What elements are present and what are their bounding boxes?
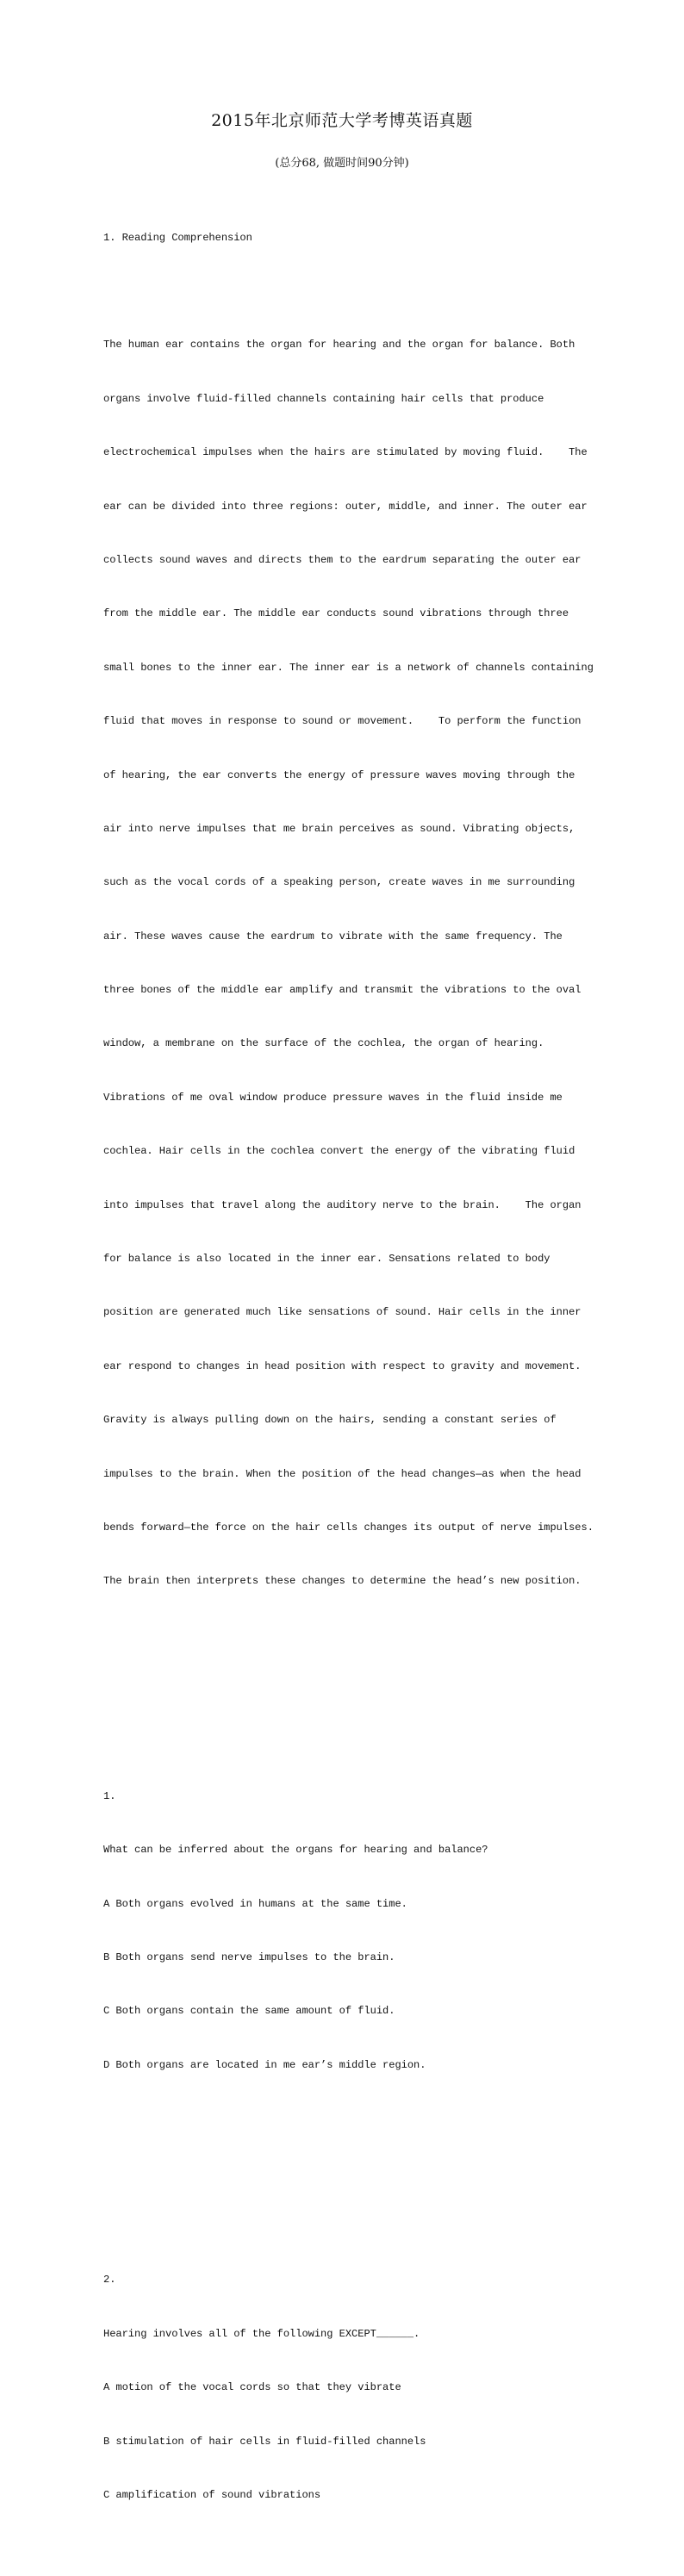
passage-line: ear respond to changes in head position with respect to gravity and movement. xyxy=(103,1360,581,1372)
passage-line: window, a membrane on the surface of the cochlea, the organ of hearing. xyxy=(103,1037,544,1050)
passage-line: air. These waves cause the eardrum to vibrate with the same frequency. The xyxy=(103,930,563,943)
passage-line: position are generated much like sensations of sound. Hair cells in the inner xyxy=(103,1306,581,1319)
passage-line: The human ear contains the organ for hearing and the organ for balance. Both xyxy=(103,339,575,352)
passage-line: impulses to the brain. When the position of the head changes—as when the head xyxy=(103,1467,581,1480)
passage-line: fluid that moves in response to sound or movement. To perform the function xyxy=(103,715,581,728)
passage-line: ear can be divided into three regions: outer, middle, and inner. The outer ear xyxy=(103,500,588,513)
passage-line: electrochemical impulses when the hairs are stimulated by moving fluid. The xyxy=(103,446,588,459)
answer-option-a: A Both organs evolved in humans at the same time. xyxy=(103,1897,407,1910)
answer-option-c: C Both organs contain the same amount of fluid. xyxy=(103,2005,395,2018)
passage-line: three bones of the middle ear amplify and transmit the vibrations to the oval xyxy=(103,984,581,997)
passage-line: bends forward—the force on the hair cells changes its output of nerve impulses. xyxy=(103,1521,594,1534)
passage-line: air into nerve impulses that me brain perceives as sound. Vibrating objects, xyxy=(103,822,575,835)
answer-option-b: B stimulation of hair cells in fluid-filled channels xyxy=(103,2435,426,2448)
spacer xyxy=(103,2164,594,2182)
page-title: 2015年北京师范大学考博英语真题 xyxy=(211,111,473,130)
passage-line: into impulses that travel along the auditory nerve to the brain. The organ xyxy=(103,1198,581,1211)
passage-line: from the middle ear. The middle ear conducts sound vibrations through three xyxy=(103,607,569,620)
question-1 xyxy=(103,1752,594,2110)
answer-option-d: D Both organs are located in me ear’s middle region. xyxy=(103,2058,426,2071)
exam-content xyxy=(103,193,594,2576)
passage-line: The brain then interprets these changes to determine the head’s new position. xyxy=(103,1575,581,1588)
page-subtitle: (总分68, 做题时间90分钟) xyxy=(275,157,409,170)
spacer xyxy=(103,1680,594,1698)
answer-option-b: B Both organs send nerve impulses to the brain. xyxy=(103,1951,395,1964)
answer-option-a: A motion of the vocal cords so that they vibrate xyxy=(103,2381,401,2394)
passage-line: cochlea. Hair cells in the cochlea convert the energy of the vibrating fluid xyxy=(103,1145,575,1158)
reading-passage xyxy=(103,301,594,1627)
passage-line: of hearing, the ear converts the energy of pressure waves moving through the xyxy=(103,768,575,781)
question-stem: Hearing involves all of the following EXCEPT______. xyxy=(103,2327,420,2340)
answer-option-c: C amplification of sound vibrations xyxy=(103,2489,321,2501)
question-number: 1. xyxy=(103,1789,116,1802)
question-stem: What can be inferred about the organs for hearing and balance? xyxy=(103,1844,488,1857)
passage-line: Vibrations of me oval window produce pressure waves in the fluid inside me xyxy=(103,1091,563,1104)
question-number: 2. xyxy=(103,2274,116,2287)
passage-line: Gravity is always pulling down on the hairs, sending a constant series of xyxy=(103,1414,557,1427)
section-heading: 1. Reading Comprehension xyxy=(103,231,252,244)
passage-line: collects sound waves and directs them to the eardrum separating the outer ear xyxy=(103,553,581,566)
passage-line: for balance is also located in the inner ear. Sensations related to body xyxy=(103,1253,550,1266)
passage-line: such as the vocal cords of a speaking person, create waves in me surrounding xyxy=(103,876,575,889)
question-2 xyxy=(103,2236,594,2541)
passage-line: organs involve fluid-filled channels containing hair cells that produce xyxy=(103,392,544,405)
passage-line: small bones to the inner ear. The inner ear is a network of channels containing xyxy=(103,661,594,674)
